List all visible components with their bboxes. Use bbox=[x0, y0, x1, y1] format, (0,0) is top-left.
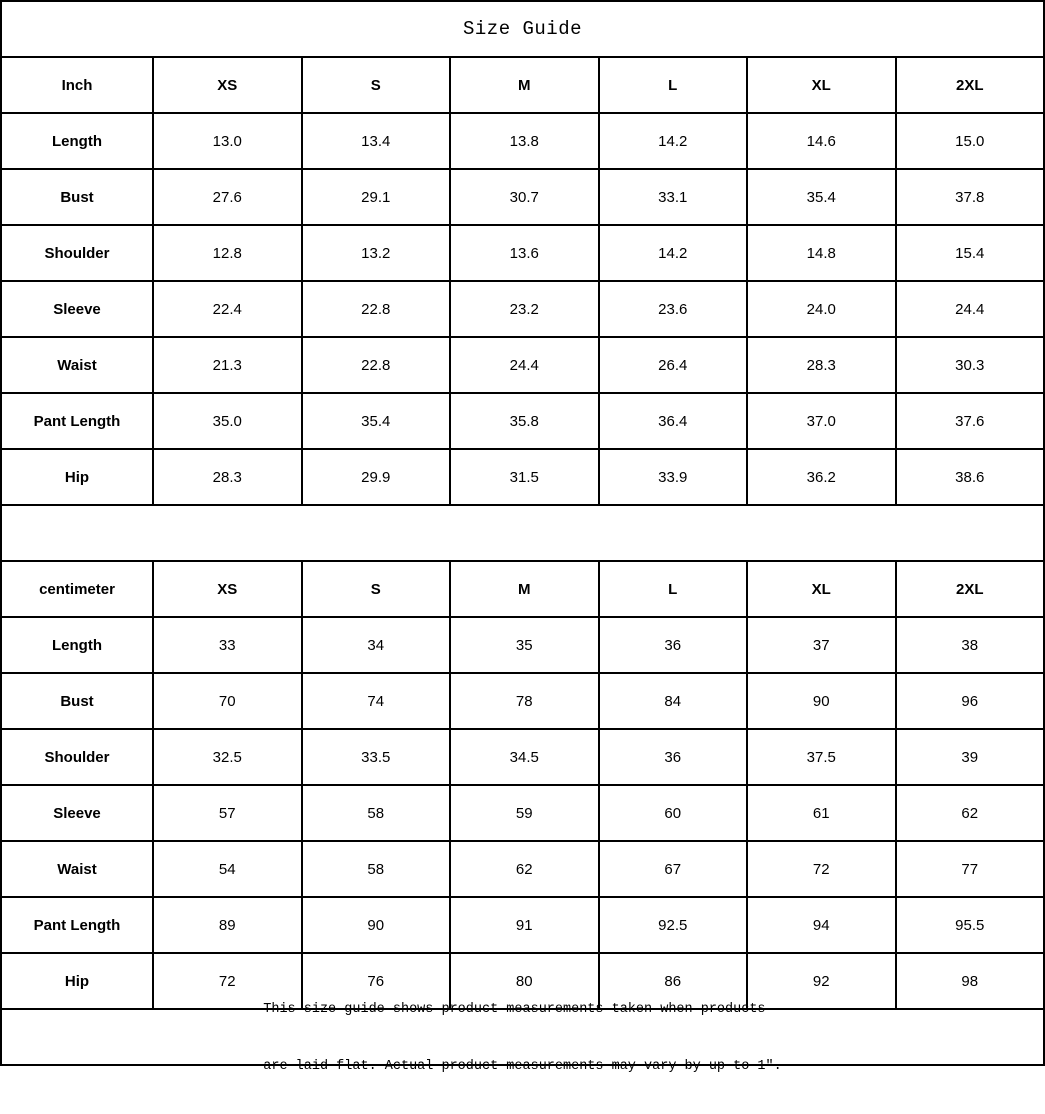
measurement-value-cell: 37.5 bbox=[746, 730, 895, 784]
measurement-label-cell: Bust bbox=[60, 188, 94, 206]
size-column-header: M bbox=[449, 58, 598, 112]
measurement-value-cell: 94 bbox=[746, 898, 895, 952]
measurement-value-cell: 29.9 bbox=[301, 450, 450, 504]
measurement-row bbox=[2, 336, 1043, 392]
measurement-value-cell: 35.0 bbox=[152, 394, 301, 448]
size-column-header: S bbox=[301, 562, 450, 616]
measurement-value-cell: 29.1 bbox=[301, 170, 450, 224]
title-row bbox=[2, 2, 1043, 56]
measurement-value-cell: 23.2 bbox=[449, 282, 598, 336]
measurement-value-cell: 74 bbox=[301, 674, 450, 728]
measurement-value-cell: 60 bbox=[598, 786, 747, 840]
measurement-value-cell: 36.4 bbox=[598, 394, 747, 448]
measurement-value-cell: 28.3 bbox=[746, 338, 895, 392]
measurement-value-cell: 39 bbox=[895, 730, 1044, 784]
measurement-value-cell: 21.3 bbox=[152, 338, 301, 392]
centimeter-size-table bbox=[2, 560, 1043, 1008]
measurement-value-cell: 84 bbox=[598, 674, 747, 728]
measurement-value-cell: 36 bbox=[598, 618, 747, 672]
measurement-value-cell: 90 bbox=[746, 674, 895, 728]
measurement-value-cell: 38.6 bbox=[895, 450, 1044, 504]
measurement-value-cell: 13.8 bbox=[449, 114, 598, 168]
size-column-header: XS bbox=[152, 562, 301, 616]
measurement-value-cell: 30.7 bbox=[449, 170, 598, 224]
measurement-value-cell: 78 bbox=[449, 674, 598, 728]
measurement-row bbox=[2, 896, 1043, 952]
measurement-value-cell: 35.8 bbox=[449, 394, 598, 448]
measurement-row bbox=[2, 672, 1043, 728]
measurement-value-cell: 14.8 bbox=[746, 226, 895, 280]
measurement-value-cell: 72 bbox=[152, 954, 301, 1008]
measurement-label-cell: Length bbox=[52, 636, 102, 654]
measurement-row bbox=[2, 448, 1043, 504]
measurement-value-cell: 14.2 bbox=[598, 226, 747, 280]
measurement-label-cell: Shoulder bbox=[44, 244, 110, 262]
measurement-value-cell: 13.4 bbox=[301, 114, 450, 168]
page-title: Size Guide bbox=[462, 18, 583, 40]
footer-note-row bbox=[2, 1002, 1043, 1074]
unit-label-cell: Inch bbox=[61, 76, 93, 94]
measurement-value-cell: 77 bbox=[895, 842, 1044, 896]
measurement-label-cell: Pant Length bbox=[33, 412, 121, 430]
measurement-value-cell: 67 bbox=[598, 842, 747, 896]
size-column-header: L bbox=[598, 58, 747, 112]
measurement-value-cell: 92.5 bbox=[598, 898, 747, 952]
measurement-value-cell: 15.4 bbox=[895, 226, 1044, 280]
measurement-value-cell: 58 bbox=[301, 786, 450, 840]
measurement-value-cell: 37.0 bbox=[746, 394, 895, 448]
measurement-value-cell: 62 bbox=[449, 842, 598, 896]
measurement-row bbox=[2, 224, 1043, 280]
measurement-label-cell: Sleeve bbox=[53, 804, 101, 822]
measurement-label-cell: Waist bbox=[57, 356, 97, 374]
measurement-value-cell: 33 bbox=[152, 618, 301, 672]
measurement-value-cell: 34.5 bbox=[449, 730, 598, 784]
measurement-value-cell: 33.5 bbox=[301, 730, 450, 784]
size-column-header: S bbox=[301, 58, 450, 112]
measurement-value-cell: 57 bbox=[152, 786, 301, 840]
measurement-value-cell: 92 bbox=[746, 954, 895, 1008]
measurement-value-cell: 59 bbox=[449, 786, 598, 840]
measurement-value-cell: 95.5 bbox=[895, 898, 1044, 952]
measurement-value-cell: 35.4 bbox=[301, 394, 450, 448]
measurement-value-cell: 22.4 bbox=[152, 282, 301, 336]
measurement-row bbox=[2, 616, 1043, 672]
measurement-value-cell: 35.4 bbox=[746, 170, 895, 224]
measurement-value-cell: 24.4 bbox=[449, 338, 598, 392]
measurement-row bbox=[2, 112, 1043, 168]
measurement-value-cell: 14.2 bbox=[598, 114, 747, 168]
measurement-value-cell: 76 bbox=[301, 954, 450, 1008]
measurement-value-cell: 96 bbox=[895, 674, 1044, 728]
measurement-value-cell: 37.6 bbox=[895, 394, 1044, 448]
measurement-value-cell: 98 bbox=[895, 954, 1044, 1008]
inch-size-table bbox=[2, 56, 1043, 504]
measurement-value-cell: 23.6 bbox=[598, 282, 747, 336]
measurement-value-cell: 62 bbox=[895, 786, 1044, 840]
measurement-label-cell: Sleeve bbox=[53, 300, 101, 318]
measurement-value-cell: 15.0 bbox=[895, 114, 1044, 168]
measurement-label-cell: Length bbox=[52, 132, 102, 150]
measurement-label-cell: Bust bbox=[60, 692, 94, 710]
measurement-value-cell: 28.3 bbox=[152, 450, 301, 504]
measurement-value-cell: 70 bbox=[152, 674, 301, 728]
measurement-value-cell: 86 bbox=[598, 954, 747, 1008]
measurement-value-cell: 36.2 bbox=[746, 450, 895, 504]
measurement-label-cell: Pant Length bbox=[33, 916, 121, 934]
unit-label-cell: centimeter bbox=[39, 580, 115, 598]
measurement-value-cell: 35 bbox=[449, 618, 598, 672]
measurement-row bbox=[2, 280, 1043, 336]
measurement-row bbox=[2, 840, 1043, 896]
measurement-row bbox=[2, 392, 1043, 448]
size-column-header: XL bbox=[746, 562, 895, 616]
measurement-value-cell: 12.8 bbox=[152, 226, 301, 280]
measurement-label-cell: Shoulder bbox=[44, 748, 110, 766]
size-column-header: XS bbox=[152, 58, 301, 112]
measurement-value-cell: 14.6 bbox=[746, 114, 895, 168]
size-column-header: M bbox=[449, 562, 598, 616]
measurement-value-cell: 33.1 bbox=[598, 170, 747, 224]
measurement-value-cell: 38 bbox=[895, 618, 1044, 672]
size-header-row bbox=[2, 56, 1043, 112]
measurement-value-cell: 80 bbox=[449, 954, 598, 1008]
footer-note-line-2: are laid flat. Actual product measurements may vary by up to 1″. bbox=[263, 1059, 782, 1074]
measurement-value-cell: 22.8 bbox=[301, 282, 450, 336]
measurement-value-cell: 30.3 bbox=[895, 338, 1044, 392]
measurement-value-cell: 31.5 bbox=[449, 450, 598, 504]
measurement-value-cell: 34 bbox=[301, 618, 450, 672]
measurement-value-cell: 13.0 bbox=[152, 114, 301, 168]
measurement-row bbox=[2, 784, 1043, 840]
measurement-value-cell: 13.2 bbox=[301, 226, 450, 280]
measurement-value-cell: 27.6 bbox=[152, 170, 301, 224]
footer-note bbox=[263, 962, 781, 1114]
measurement-value-cell: 89 bbox=[152, 898, 301, 952]
measurement-value-cell: 24.4 bbox=[895, 282, 1044, 336]
size-column-header: L bbox=[598, 562, 747, 616]
measurement-label-cell: Waist bbox=[57, 860, 97, 878]
measurement-value-cell: 32.5 bbox=[152, 730, 301, 784]
size-column-header: 2XL bbox=[895, 562, 1044, 616]
measurement-value-cell: 13.6 bbox=[449, 226, 598, 280]
table-gap-row bbox=[2, 504, 1043, 560]
measurement-value-cell: 37 bbox=[746, 618, 895, 672]
measurement-value-cell: 33.9 bbox=[598, 450, 747, 504]
measurement-value-cell: 58 bbox=[301, 842, 450, 896]
measurement-value-cell: 37.8 bbox=[895, 170, 1044, 224]
measurement-value-cell: 90 bbox=[301, 898, 450, 952]
measurement-value-cell: 24.0 bbox=[746, 282, 895, 336]
measurement-value-cell: 26.4 bbox=[598, 338, 747, 392]
measurement-row bbox=[2, 728, 1043, 784]
measurement-value-cell: 22.8 bbox=[301, 338, 450, 392]
measurement-value-cell: 91 bbox=[449, 898, 598, 952]
footer-note-line-1: This size guide shows product measurements taken when products bbox=[263, 1002, 766, 1017]
measurement-value-cell: 61 bbox=[746, 786, 895, 840]
measurement-label-cell: Hip bbox=[64, 468, 90, 486]
size-column-header: 2XL bbox=[895, 58, 1044, 112]
measurement-value-cell: 72 bbox=[746, 842, 895, 896]
size-header-row bbox=[2, 560, 1043, 616]
measurement-value-cell: 36 bbox=[598, 730, 747, 784]
measurement-row bbox=[2, 168, 1043, 224]
measurement-value-cell: 54 bbox=[152, 842, 301, 896]
measurement-label-cell: Hip bbox=[64, 972, 90, 990]
size-column-header: XL bbox=[746, 58, 895, 112]
